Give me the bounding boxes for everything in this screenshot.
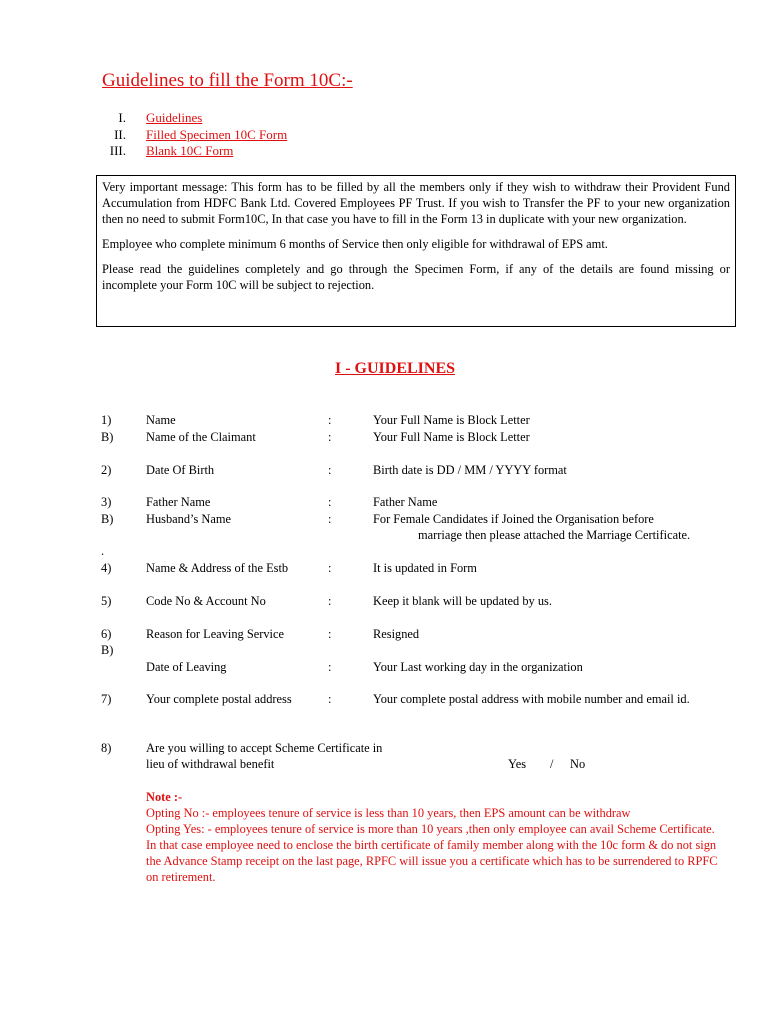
field-guideline: Your complete postal address with mobile number and email id. bbox=[373, 692, 690, 706]
field-label: Name of the Claimant bbox=[146, 430, 256, 444]
item-number: 7) bbox=[101, 692, 112, 706]
field-guideline: It is updated in Form bbox=[373, 561, 477, 575]
field-label: Reason for Leaving Service bbox=[146, 627, 284, 641]
note-line-opting-no: Opting No :- employees tenure of service is less than 10 years, then EPS amount can be withdraw bbox=[146, 806, 631, 820]
field-guideline: For Female Candidates if Joined the Organisation before bbox=[373, 512, 654, 526]
message-paragraph: Employee who complete minimum 6 months of Service then only eligible for withdrawal of EPS amt. bbox=[102, 237, 608, 251]
field-guideline: Keep it blank will be updated by us. bbox=[373, 594, 552, 608]
field-label: Name & Address of the Estb bbox=[146, 561, 289, 575]
separator-colon: : bbox=[328, 692, 332, 706]
option-no: No bbox=[570, 757, 586, 771]
field-label: Name bbox=[146, 413, 176, 427]
field-label: Code No & Account No bbox=[146, 594, 266, 608]
item-number: 5) bbox=[101, 594, 112, 608]
separator-colon: : bbox=[328, 413, 332, 427]
toc-number: I. bbox=[118, 110, 126, 125]
option-yes: Yes bbox=[508, 757, 527, 771]
item-number: 1) bbox=[101, 413, 112, 427]
note-heading: Note :- bbox=[146, 790, 183, 804]
item-number: 6) bbox=[101, 627, 112, 641]
field-label: Husband’s Name bbox=[146, 512, 231, 526]
separator-colon: : bbox=[328, 561, 332, 575]
item-number: B) bbox=[101, 512, 114, 526]
field-label: Date Of Birth bbox=[146, 463, 215, 477]
stray-dot: . bbox=[101, 544, 105, 558]
field-guideline: Resigned bbox=[373, 627, 420, 641]
message-paragraph: Very important message: This form has to be filled by all the members only if they wish to withdraw their Provident Fund Accumulation from HDFC Bank Ltd. Covered Employees PF Trust. If you wish to Transfer the PF to your new organization then no need to submit Form10C, In that case you have to fill in the Form 13 in duplicate with your new organization. bbox=[102, 180, 730, 226]
separator-colon: : bbox=[328, 512, 332, 526]
option-separator: / bbox=[550, 757, 554, 771]
toc-link-blank-form[interactable]: Blank 10C Form bbox=[146, 143, 234, 158]
item-number: 8) bbox=[101, 741, 112, 755]
separator-colon: : bbox=[328, 495, 332, 509]
section-title-guidelines: I - GUIDELINES bbox=[334, 360, 456, 377]
field-guideline: Your Last working day in the organization bbox=[373, 660, 583, 674]
question-label-continued: lieu of withdrawal benefit bbox=[146, 757, 275, 771]
separator-colon: : bbox=[328, 430, 332, 444]
field-guideline: Your Full Name is Block Letter bbox=[373, 430, 530, 444]
field-guideline: Birth date is DD / MM / YYYY format bbox=[373, 463, 567, 477]
note-text bbox=[146, 805, 726, 885]
field-guideline-continued: marriage then please attached the Marriage Certificate. bbox=[418, 528, 691, 542]
item-number: B) bbox=[101, 430, 114, 444]
separator-colon: : bbox=[328, 627, 332, 641]
toc-link-guidelines[interactable]: Guidelines bbox=[146, 110, 203, 125]
toc-number: III. bbox=[109, 143, 126, 158]
page-title: Guidelines to fill the Form 10C:- bbox=[102, 70, 353, 91]
message-paragraph: Please read the guidelines completely and go through the Specimen Form, if any of the details are found missing or incomplete your Form 10C will be subject to rejection. bbox=[102, 262, 730, 292]
field-label: Father Name bbox=[146, 495, 211, 509]
separator-colon: : bbox=[328, 660, 332, 674]
field-guideline: Father Name bbox=[373, 495, 438, 509]
item-number: 3) bbox=[101, 495, 112, 509]
item-number: 2) bbox=[101, 463, 112, 477]
toc-link-filled-specimen[interactable]: Filled Specimen 10C Form bbox=[146, 126, 288, 142]
item-number: B) bbox=[101, 643, 114, 657]
question-label: Are you willing to accept Scheme Certificate in bbox=[146, 741, 383, 755]
field-label: Date of Leaving bbox=[146, 660, 227, 674]
separator-colon: : bbox=[328, 594, 332, 608]
separator-colon: : bbox=[328, 463, 332, 477]
item-number: 4) bbox=[101, 561, 112, 575]
field-guideline: Your Full Name is Block Letter bbox=[373, 413, 530, 427]
important-message-box bbox=[96, 175, 736, 327]
toc-number: II. bbox=[114, 126, 126, 142]
field-label: Your complete postal address bbox=[146, 692, 292, 706]
note-line-opting-yes: Opting Yes: - employees tenure of service is more than 10 years ,then only employee can avail Scheme Certificate. In that case employee need to enclose the birth certificate of family member along with the 10c form & do not sign the Advance Stamp receipt on the last page, RPFC will issue you a certificate which has to be surrendered to RPFC on retirement. bbox=[146, 822, 718, 884]
